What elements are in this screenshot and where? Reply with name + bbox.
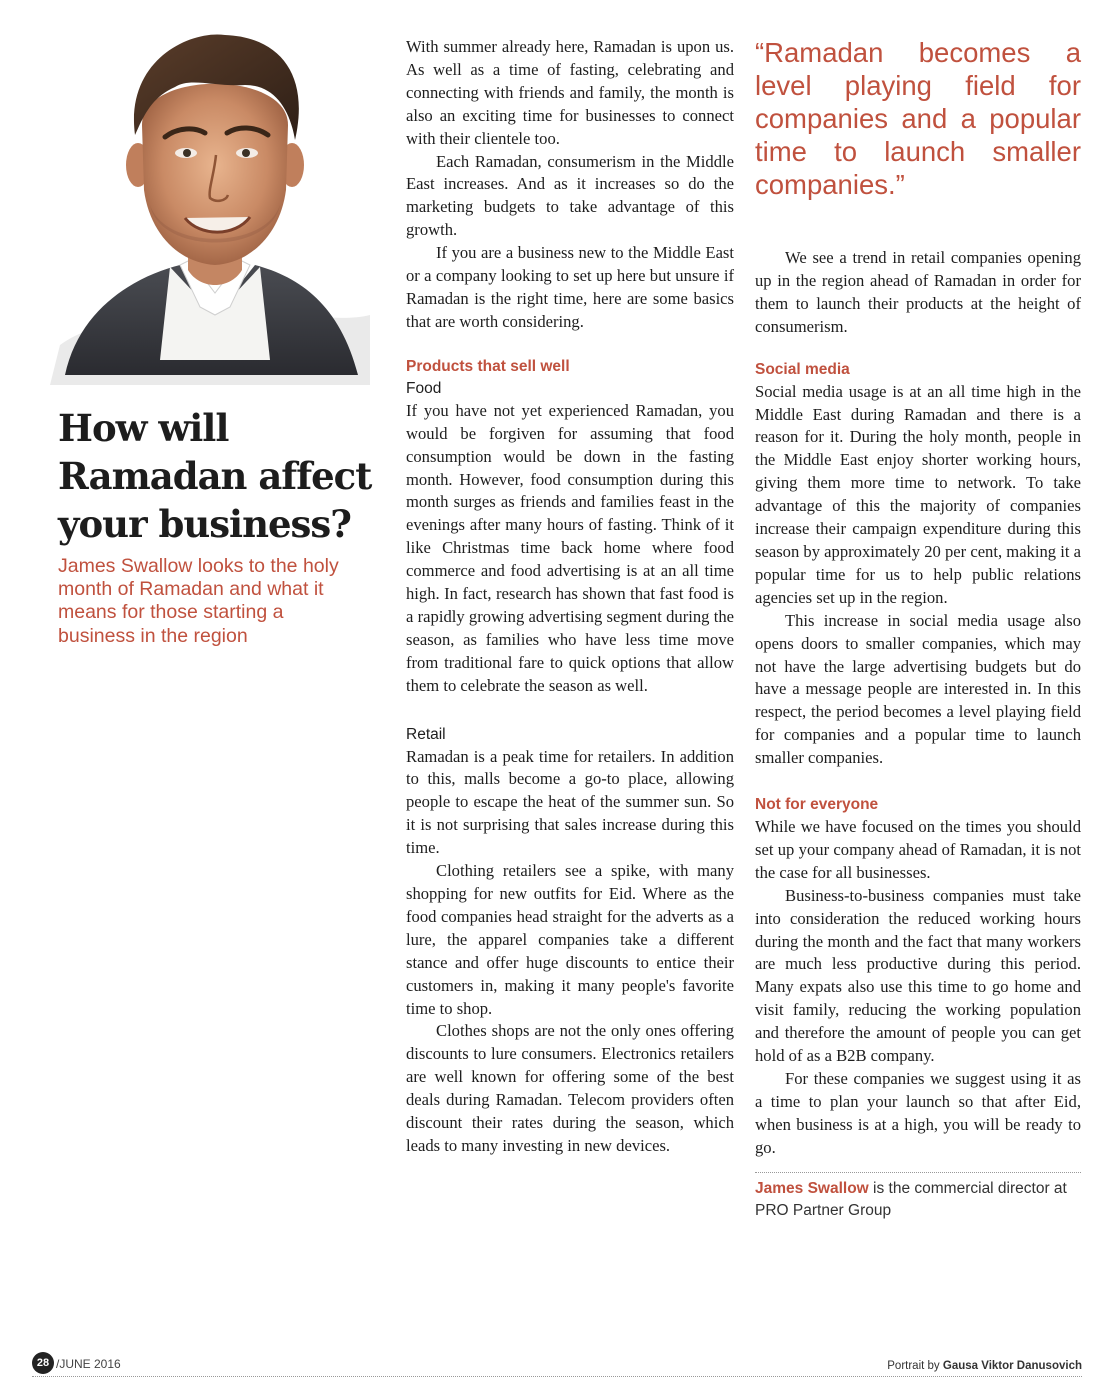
photo-credit xyxy=(887,1360,1082,1372)
headline-line: How will xyxy=(58,406,229,450)
standfirst: James Swallow looks to the holy month of Ramadan and what it means for those starting a business in the region xyxy=(58,555,339,647)
divider xyxy=(755,1172,1081,1173)
paragraph: For these companies we suggest using it as a time to plan your launch so that after Eid, when business is at a high, you will be ready to go. xyxy=(755,1069,1081,1157)
article-column-1 xyxy=(406,36,734,1158)
paragraph: This increase in social media usage also opens doors to smaller companies, which may not have the large advertising budgets but do have a message people are interested in. In this respect, the period becomes a level playing field for companies and a popular time to launch smaller companies. xyxy=(755,610,1081,768)
paragraph: Each Ramadan, consumerism in the Middle East increases. And as it increases so do the marketing budgets to take advantage of this growth. xyxy=(406,151,734,240)
author-portrait xyxy=(40,15,380,385)
paragraph: We see a trend in retail companies opening up in the region ahead of Ramadan in order for them to launch their products at the height of consumerism. xyxy=(755,248,1081,336)
article-headline xyxy=(58,404,378,548)
credit-name: Gausa Viktor Danusovich xyxy=(942,1360,1082,1372)
paragraph: Business-to-business companies must take into consideration the reduced working hours during the month and the fact that many workers are much less productive during this period. Many expats also use this time to go home and visit family, reducing the working population and therefore the amount of people you can get hold of as a B2B company. xyxy=(755,885,1081,1066)
page-footer xyxy=(32,1352,1082,1377)
pull-quote: “Ramadan becomes a level playing field for companies and a popular time to launch smaller companies.” xyxy=(755,37,1081,200)
paragraph: Clothes shops are not the only ones offering discounts to lure consumers. Electronics retailers are well known for offering some of the best deals during Ramadan. Telecom providers often discount their rates during the season, which leads to many investing in new devices. xyxy=(406,1021,734,1155)
paragraph: If you have not yet experienced Ramadan, you would be forgiven for assuming that food consumption would be down in the fasting month. However, food consumption during this month surges as friends and families feast in the evenings after many hours of fasting. Think of it like Christmas time back home where food commerce and food advertising is at an all time high. In fact, research has shown that fast food is a rapidly growing advertising segment during the season, as families who have less time move from traditional fare to quick options that allow them to celebrate the season as well. xyxy=(406,400,734,695)
author-name: James Swallow xyxy=(755,1179,869,1197)
headline-line: your business? xyxy=(58,502,351,546)
paragraph: Clothing retailers see a spike, with many shopping for new outfits for Eid. Where as the food companies head straight for the adverts as a lure, the apparel companies take a different stance and offer huge discounts to entice their customers in, making it many people's favorite time to shop. xyxy=(406,861,734,1018)
page-number: 28 xyxy=(32,1352,54,1374)
section-heading: Not for everyone xyxy=(755,796,879,814)
credit-prefix: Portrait by xyxy=(887,1360,943,1372)
subheading-retail: Retail xyxy=(406,725,446,743)
paragraph: Social media usage is at an all time high in the Middle East during Ramadan and there is a reason for it. During the holy month, people in the Middle East enjoy shorter working hours, giving them more time to network. To take advantage of this the majority of companies increase their campaign expenditure during this season by approximately 20 per cent, making it a popular time for us to help public relations agencies set up in the region. xyxy=(755,381,1081,607)
paragraph: While we have focused on the times you should set up your company ahead of Ramadan, it is not the case for all businesses. xyxy=(755,817,1081,882)
article-column-2 xyxy=(755,36,1081,1222)
section-heading: Social media xyxy=(755,360,850,378)
paragraph: With summer already here, Ramadan is upon us. As well as a time of fasting, celebrating and connecting with friends and family, the month is also an exciting time for businesses to connect with their clientele too. xyxy=(406,37,734,148)
headline-line: Ramadan affect xyxy=(58,454,372,498)
section-heading: Products that sell well xyxy=(406,357,570,375)
paragraph: Ramadan is a peak time for retailers. In addition to this, malls become a go-to place, allowing people to escape the heat of the summer sun. So it is not surprising that sales increase during this time. xyxy=(406,746,734,858)
author-bio xyxy=(755,1178,1081,1222)
issue-date: /JUNE 2016 xyxy=(56,1357,121,1371)
subheading-food: Food xyxy=(406,379,442,397)
author-role: is the commercial director at PRO Partner Group xyxy=(755,1179,1067,1219)
paragraph: If you are a business new to the Middle East or a company looking to set up here but unsure if Ramadan is the right time, here are some basics that are worth considering. xyxy=(406,243,734,331)
